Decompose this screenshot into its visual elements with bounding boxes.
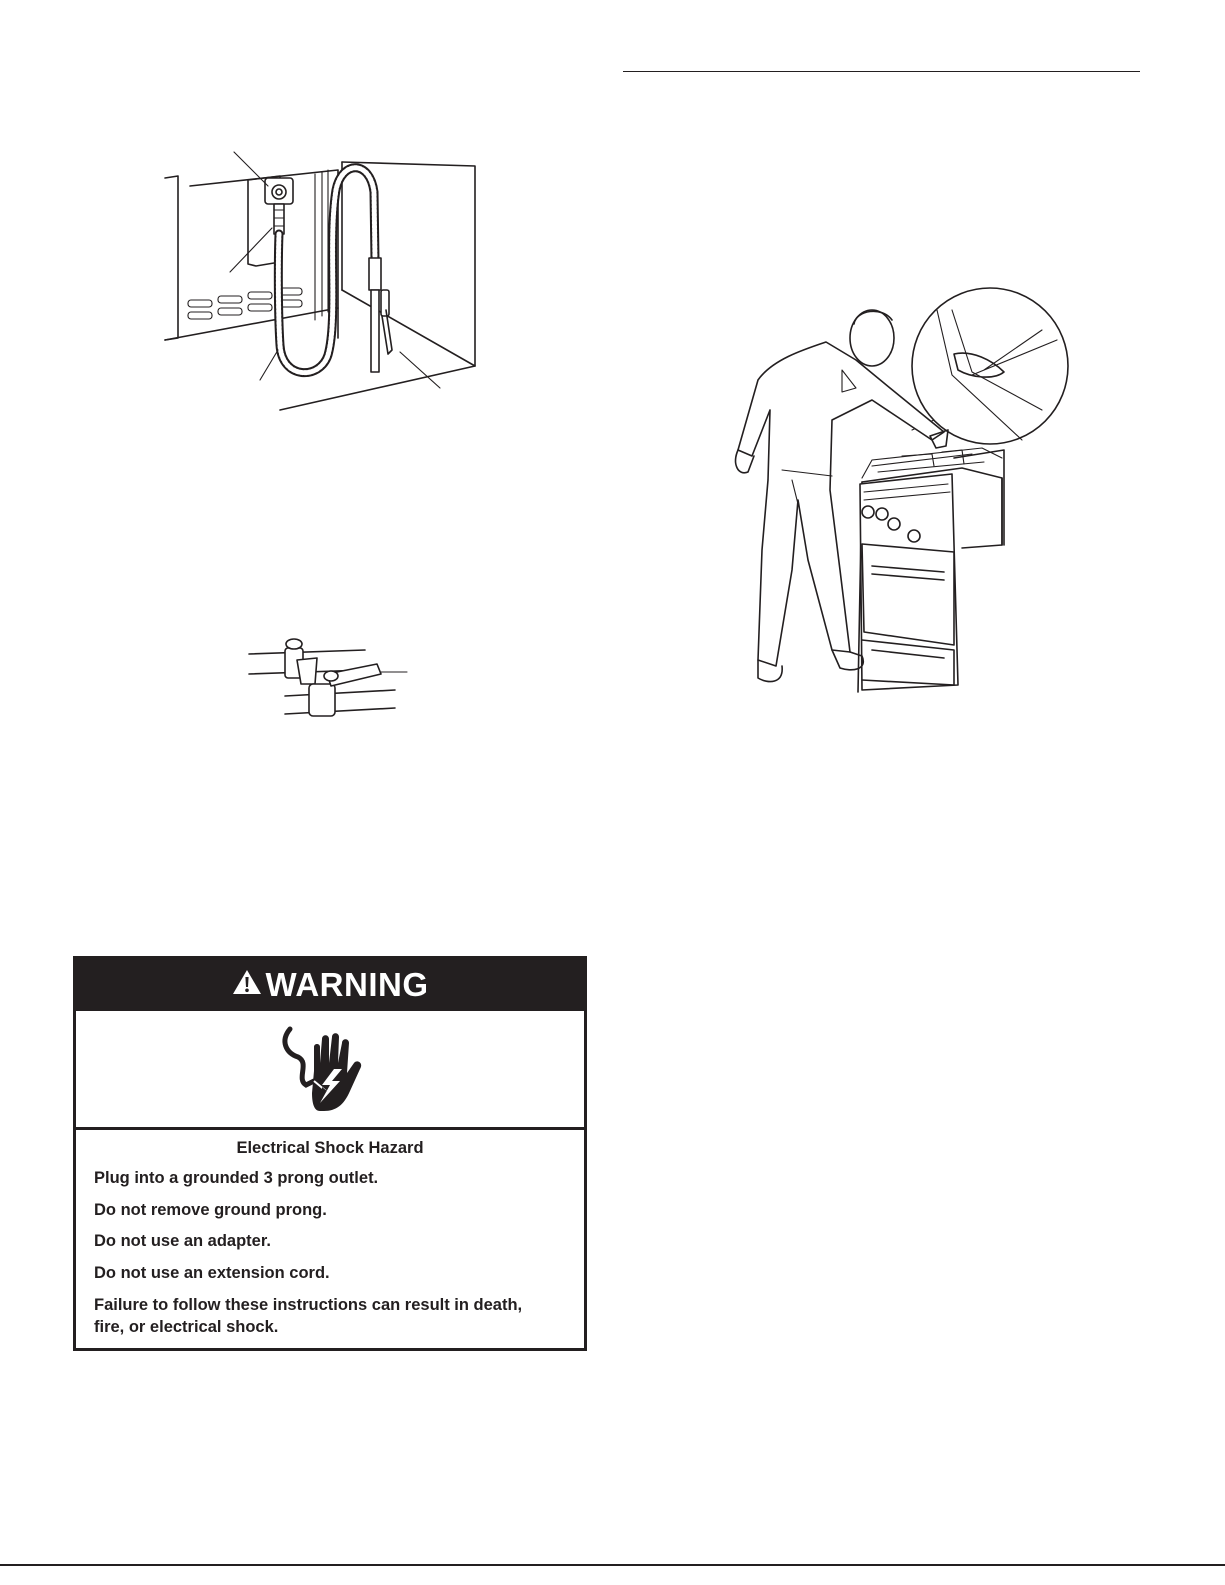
warning-line: Do not use an extension cord.	[94, 1264, 330, 1282]
warning-line: Plug into a grounded 3 prong outlet.	[94, 1169, 379, 1187]
person-checking-range-illustration	[722, 280, 1072, 692]
warning-title: WARNING	[265, 966, 429, 1003]
warning-line: fire, or electrical shock.	[94, 1318, 279, 1336]
warning-line: Do not use an adapter.	[94, 1232, 271, 1250]
warning-box	[73, 956, 587, 1351]
warning-line: Failure to follow these instructions can result in death,	[94, 1296, 523, 1314]
warning-triangle-icon	[232, 969, 262, 995]
electrical-shock-hand-icon	[276, 1023, 376, 1119]
section-divider	[623, 71, 1140, 72]
gas-connection-illustration	[160, 140, 490, 420]
hazard-name: Electrical Shock Hazard	[236, 1139, 424, 1157]
warning-line: Do not remove ground prong.	[94, 1201, 327, 1219]
page-footer-rule	[0, 1564, 1225, 1566]
warning-header	[76, 959, 584, 1011]
warning-icon-row	[76, 1011, 584, 1130]
shutoff-valve-illustration	[245, 630, 415, 720]
